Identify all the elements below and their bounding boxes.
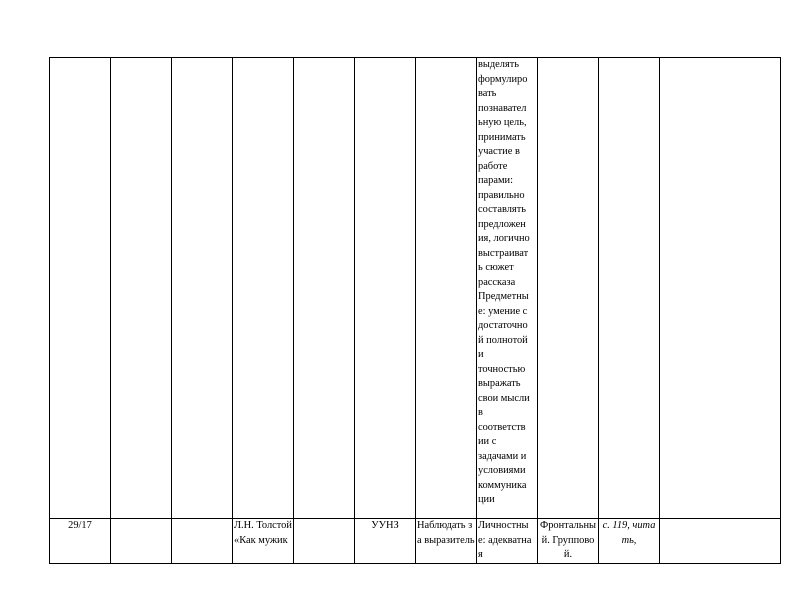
results-line: е: умение с [478, 305, 528, 317]
cell-lesson-type [355, 58, 416, 519]
results-line: ции [478, 494, 495, 505]
cell-notes [660, 58, 781, 519]
results-line: ьную цель, [478, 117, 527, 128]
results-line: формулиро [478, 73, 528, 85]
cell-topic [233, 58, 294, 519]
results-line: точностью [478, 363, 526, 375]
lesson-number: 29/17 [50, 519, 111, 564]
results-line: задачами и [478, 450, 527, 462]
results-line: Предметны [478, 291, 529, 302]
lesson-activity: Наблюдать за выразитель [416, 519, 477, 564]
cell-number [50, 58, 111, 519]
cell-activity [416, 58, 477, 519]
results-line: свои мысли [478, 392, 530, 404]
results-line: выражать [478, 378, 521, 389]
results-line: ии с [478, 436, 497, 447]
results-line: выделять [478, 59, 520, 70]
results-line: коммуника [478, 479, 527, 491]
results-line: участие в [478, 146, 520, 157]
lesson-plan-table [49, 57, 781, 564]
results-line: в [478, 407, 483, 418]
table-row-lesson [50, 519, 781, 564]
results-line: ь сюжет [478, 262, 514, 273]
lesson-results: Личностные: адекватная [477, 519, 538, 564]
results-line: принимать [478, 131, 526, 143]
results-line: выстраиват [478, 247, 529, 259]
lesson-date-fact [172, 519, 233, 564]
cell-homework [599, 58, 660, 519]
lesson-type: УУНЗ [355, 519, 416, 564]
results-line: рассказа [478, 276, 516, 288]
results-line: и [478, 349, 484, 360]
lesson-topic: Л.Н. Толстой «Как мужик [233, 519, 294, 564]
results-line: парами: [478, 175, 514, 186]
cell-date-plan [111, 58, 172, 519]
results-line: й полнотой [478, 334, 528, 346]
cell-planned-results [477, 58, 538, 519]
lesson-date-plan [111, 519, 172, 564]
results-line: вать [478, 88, 497, 99]
results-line: познавател [478, 102, 527, 114]
results-line: работе [478, 160, 508, 172]
lesson-form: Фронтальный. Групповой. [538, 519, 599, 564]
results-line: составлять [478, 204, 526, 215]
lesson-homework: с. 119, читать, [599, 519, 660, 564]
cell-form [538, 58, 599, 519]
results-line: условиями [478, 465, 526, 476]
results-line: соответств [478, 421, 526, 433]
lesson-hours [294, 519, 355, 564]
lesson-notes [660, 519, 781, 564]
results-line: достаточно [478, 320, 528, 331]
cell-date-fact [172, 58, 233, 519]
results-line: правильно [478, 189, 525, 201]
cell-hours [294, 58, 355, 519]
table-row-continuation [50, 58, 781, 519]
results-line: ия, логично [478, 233, 530, 244]
results-line: предложен [478, 218, 526, 230]
